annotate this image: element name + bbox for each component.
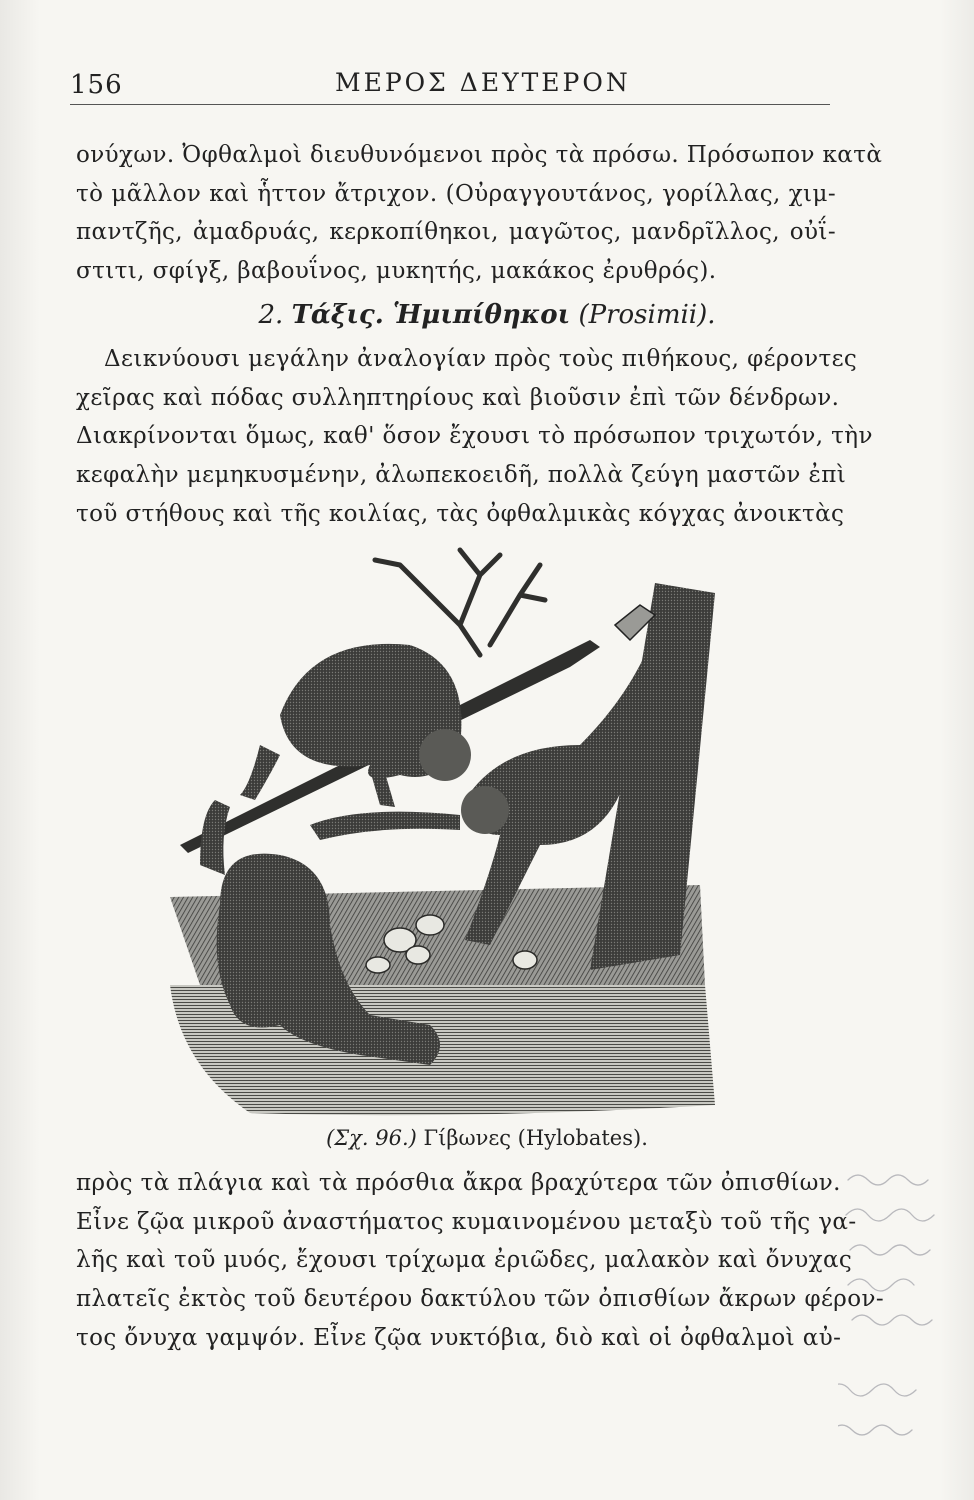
bottom-paragraph — [76, 1164, 885, 1357]
gibbon-face — [419, 729, 471, 781]
header-rule — [70, 104, 830, 105]
section-number: 2. — [258, 300, 284, 330]
page-number: 156 — [70, 70, 123, 100]
text-line: χεῖρας καὶ πόδας συλληπτηρίους καὶ βιοῦσιν ἐπὶ τῶν δένδρων. — [76, 384, 840, 411]
text-line: Δεικνύουσι μεγάλην ἀναλογίαν πρὸς τοὺς πιθήκους, φέροντες — [104, 346, 858, 372]
text-line: τος ὄνυχα γαμψόν. Εἶνε ζῷα νυκτόβια, διὸ καὶ οἱ ὀφθαλμοὶ αὐ- — [76, 1324, 842, 1351]
figure-label: (Σχ. 96.) — [326, 1126, 417, 1150]
text-line: τὸ μᾶλλον καὶ ἧττον ἄτριχον. (Οὐραγγουτάνος, γορίλλας, χιμ- — [76, 180, 836, 207]
twigs — [375, 550, 545, 655]
text-line: πλατεῖς ἐκτὸς τοῦ δευτέρου δακτύλου τῶν ὀπισθίων ἄκρων φέρον- — [76, 1286, 885, 1313]
text-line: λῆς καὶ τοῦ μυός, ἔχουσι τρίχωμα ἐριῶδες, μαλακὸν καὶ ὄνυχας — [76, 1247, 853, 1274]
text-line: στιτι, σφίγξ, βαβουΐνος, μυκητής, μακάκος ἐρυθρός). — [76, 258, 717, 285]
gibbon-illustration — [160, 545, 720, 1125]
gibbon-arm — [310, 812, 460, 840]
text-line: τοῦ στήθους καὶ τῆς κοιλίας, τὰς ὀφθαλμικὰς κόγχας ἀνοικτὰς — [76, 500, 845, 527]
section-paragraph — [76, 340, 873, 533]
page-header — [70, 64, 830, 104]
text-line: Εἶνε ζῷα μικροῦ ἀναστήματος κυμαινομένου μεταξὺ τοῦ τῆς γα- — [76, 1208, 857, 1235]
running-head: ΜΕΡΟΣ ΔΕΥΤΕΡΟΝ — [335, 68, 631, 97]
figure-caption — [0, 1126, 974, 1150]
section-latin-name: (Prosimii). — [578, 300, 716, 330]
section-title: Τάξις. Ἡμιπίθηκοι — [291, 300, 571, 330]
text-line: πρὸς τὰ πλάγια καὶ τὰ πρόσθια ἄκρα βραχύτερα τῶν ὀπισθίων. — [76, 1170, 841, 1196]
text-line: ονύχων. Ὀφθαλμοὶ διευθυνόμενοι πρὸς τὰ πρόσω. Πρόσωπον κατὰ — [76, 142, 883, 168]
text-line: Διακρίνονται ὅμως, καθ' ὅσον ἔχουσι τὸ πρόσωπον τριχωτόν, τὴν — [76, 423, 873, 450]
text-line: παντζῆς, ἀμαδρυάς, κερκοπίθηκοι, μαγῶτος, μανδρῖλλος, οὐΐ- — [76, 219, 836, 246]
figure-caption-text: Γίβωνες (Hylobates). — [423, 1126, 648, 1150]
top-paragraph — [76, 136, 883, 291]
text-line: κεφαλὴν μεμηκυσμένην, ἀλωπεκοειδῆ, πολλὰ ζεύγη μαστῶν ἐπὶ — [76, 462, 847, 489]
section-heading — [0, 300, 974, 330]
pencil-marginalia — [838, 1160, 974, 1460]
